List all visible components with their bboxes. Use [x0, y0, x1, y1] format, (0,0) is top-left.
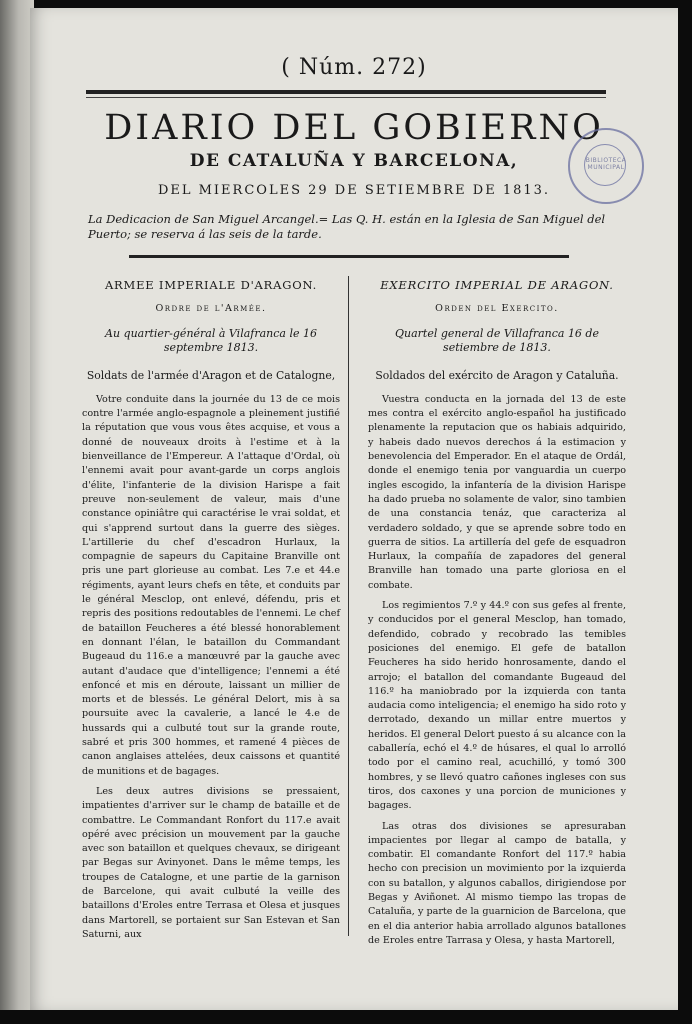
- french-column: [82, 278, 340, 942]
- masthead-title: DIARIO DEL GOBIERNO: [104, 108, 604, 148]
- spanish-location: Quartel general de Villafranca 16 de setiembre de 1813.: [395, 326, 599, 354]
- masthead-subtitle: DE CATALUÑA Y BARCELONA,: [189, 151, 519, 171]
- spanish-paragraph: Los regimientos 7.º y 44.º con sus gefes al frente, y conducidos por el general Mesclop, han tomado, defendido, cobrado y recobrado las temibles posiciones del enemigo. El gefe de batallon Feucheres ha sido herido honrosamente, dando el arrojo; el batallon del comandante Bugeaud del 116.º ha maniobrado por la izquierda con tanta audacia como inteligencia; el enemigo ha sido roto y derrotado, dexando un millar entre muertos y heridos. El general Delort puesto á su alcance con la caballería, echó el 4.º de húsares, el qual lo arrolló todo por el camino real, acuchilló, y tomó 300 hombres, y se llevó quatro cañones ingleses con sus tiros, dos caxones y una porcion de municiones y bagages.: [368, 600, 626, 812]
- spanish-column: [368, 278, 626, 948]
- spanish-subheading: Orden del Exercito.: [435, 303, 559, 315]
- dedication-notice: La Dedicacion de San Miguel Arcangel.= Las Q. H. están en la Iglesia de San Miguel del Puerto; se reserva á las seis de la tarde.: [88, 212, 606, 241]
- french-paragraph: Les deux autres divisions se pressaient, impatientes d'arriver sur le champ de bataille et de combattre. Le Commandant Ronfort du 117.e avait opéré avec précision un mouvement par la gauche avec son bataillon et quelques chevaux, se dirigeant par Begas sur Avinyonet. Dans le même temps, les troupes de Catalogne, et une partie de la garnison de Barcelone, qui avait culbuté la veille des bataillons d'Eroles entre Terrasa et Olesa et jusques dans Martorell, se portaient sur San Estevan et San Saturni, aux: [82, 785, 340, 940]
- library-stamp: [568, 128, 644, 204]
- spanish-paragraph: Las otras dos divisiones se apresuraban impacientes por llegar al campo de batalla, y combatir. El comandante Ronfort del 117.º habia hecho con precision un movimiento por la izquierda con su batallon, y algunos caballos, dirigiendose por Begas y Aviñonet. Al mismo tiempo las tropas de Cataluña, y parte de la guarnicion de Barcelona, que en el dia anterior habia arrollado algunos batallones de Eroles entre Tarrasa y Olesa, y hasta Martorell,: [368, 820, 626, 946]
- top-rule: [86, 90, 606, 94]
- top-rule-thin: [86, 97, 606, 98]
- newspaper-page: [30, 8, 678, 1010]
- column-divider: [348, 276, 349, 936]
- stamp-text: BIBLIOTECA MUNICIPAL: [585, 157, 627, 171]
- spanish-paragraph: Vuestra conducta en la jornada del 13 de este mes contra el exército anglo-español ha justificado plenamente la reputacion que os habiais adquirido, y habeis dado nuevos derechos á la estimacion y benevolencia del Emperador. En el ataque de Ordál, donde el enemigo tenia por vanguardia un cuerpo ingles escogido, la infantería de la division Harispe ha dado prueba no solamente de valor, sino tambien de una constancia tenáz, que caracteriza al verdadero soldado, y que se aprende sobre todo en guerra de sitios. La artillería del gefe de esquadron Hurlaux, la compañía de zapadores del general Branville han tomado una parte gloriosa en el combate.: [368, 393, 626, 591]
- spanish-heading: EXERCITO IMPERIAL DE ARAGON.: [380, 278, 614, 292]
- french-subheading: Ordre de l'Armée.: [155, 303, 267, 315]
- spanish-salutation: Soldados del exército de Aragon y Cataluña.: [375, 368, 619, 382]
- section-separator: [129, 255, 569, 258]
- french-location: Au quartier-général à Vilafranca le 16 septembre 1813.: [105, 326, 317, 354]
- french-salutation: Soldats de l'armée d'Aragon et de Catalogne,: [86, 368, 336, 382]
- issue-number: ( Núm. 272): [281, 55, 427, 80]
- french-paragraph: Votre conduite dans la journée du 13 de ce mois contre l'armée anglo-espagnole a pleinement justifié la réputation que vous vous êtes acquise, et vous a donné de nouveaux droits à l'estime et à la bienveillance de l'Empereur. A l'attaque d'Ordal, où l'ennemi avait pour avant-garde un corps anglois d'élite, l'infanterie de la division Harispe a fait preuve non-seulement de valeur, mais d'une constance opiniâtre qui caractérise le vrai soldat, et qui s'apprend surtout dans la guerre des sièges. L'artillerie du chef d'escadron Hurlaux, la compagnie de sapeurs du Capitaine Branville ont pris une part glorieuse au combat. Les 7.e et 44.e régiments, ayant leurs chefs en tête, et conduits par le général Mesclop, ont enlevé, défendu, pris et repris des positions redoutables de l'ennemi. Le chef de bataillon Feucheres a été blessé honorablement en donnant l'élan, le bataillon du Commandant Bugeaud du 116.e a manœuvré par la gauche avec autant d'audace que d'intelligence; l'ennemi a été enfoncé et mis en déroute, laissant un millier de morts et de blessés. Le général Delort, mis à sa poursuite avec la cavalerie, a lancé le 4.e de hussards qui a culbuté tout sur la grande route, sabré et pris 300 hommes, et ramené 4 pièces de canon anglaises attelées, deux caissons et quantité de munitions et de bagages.: [82, 393, 340, 777]
- french-heading: ARMEE IMPERIALE D'ARAGON.: [104, 278, 318, 292]
- facing-page-edge: [0, 0, 34, 1010]
- issue-date: DEL MIERCOLES 29 DE SETIEMBRE DE 1813.: [157, 183, 551, 198]
